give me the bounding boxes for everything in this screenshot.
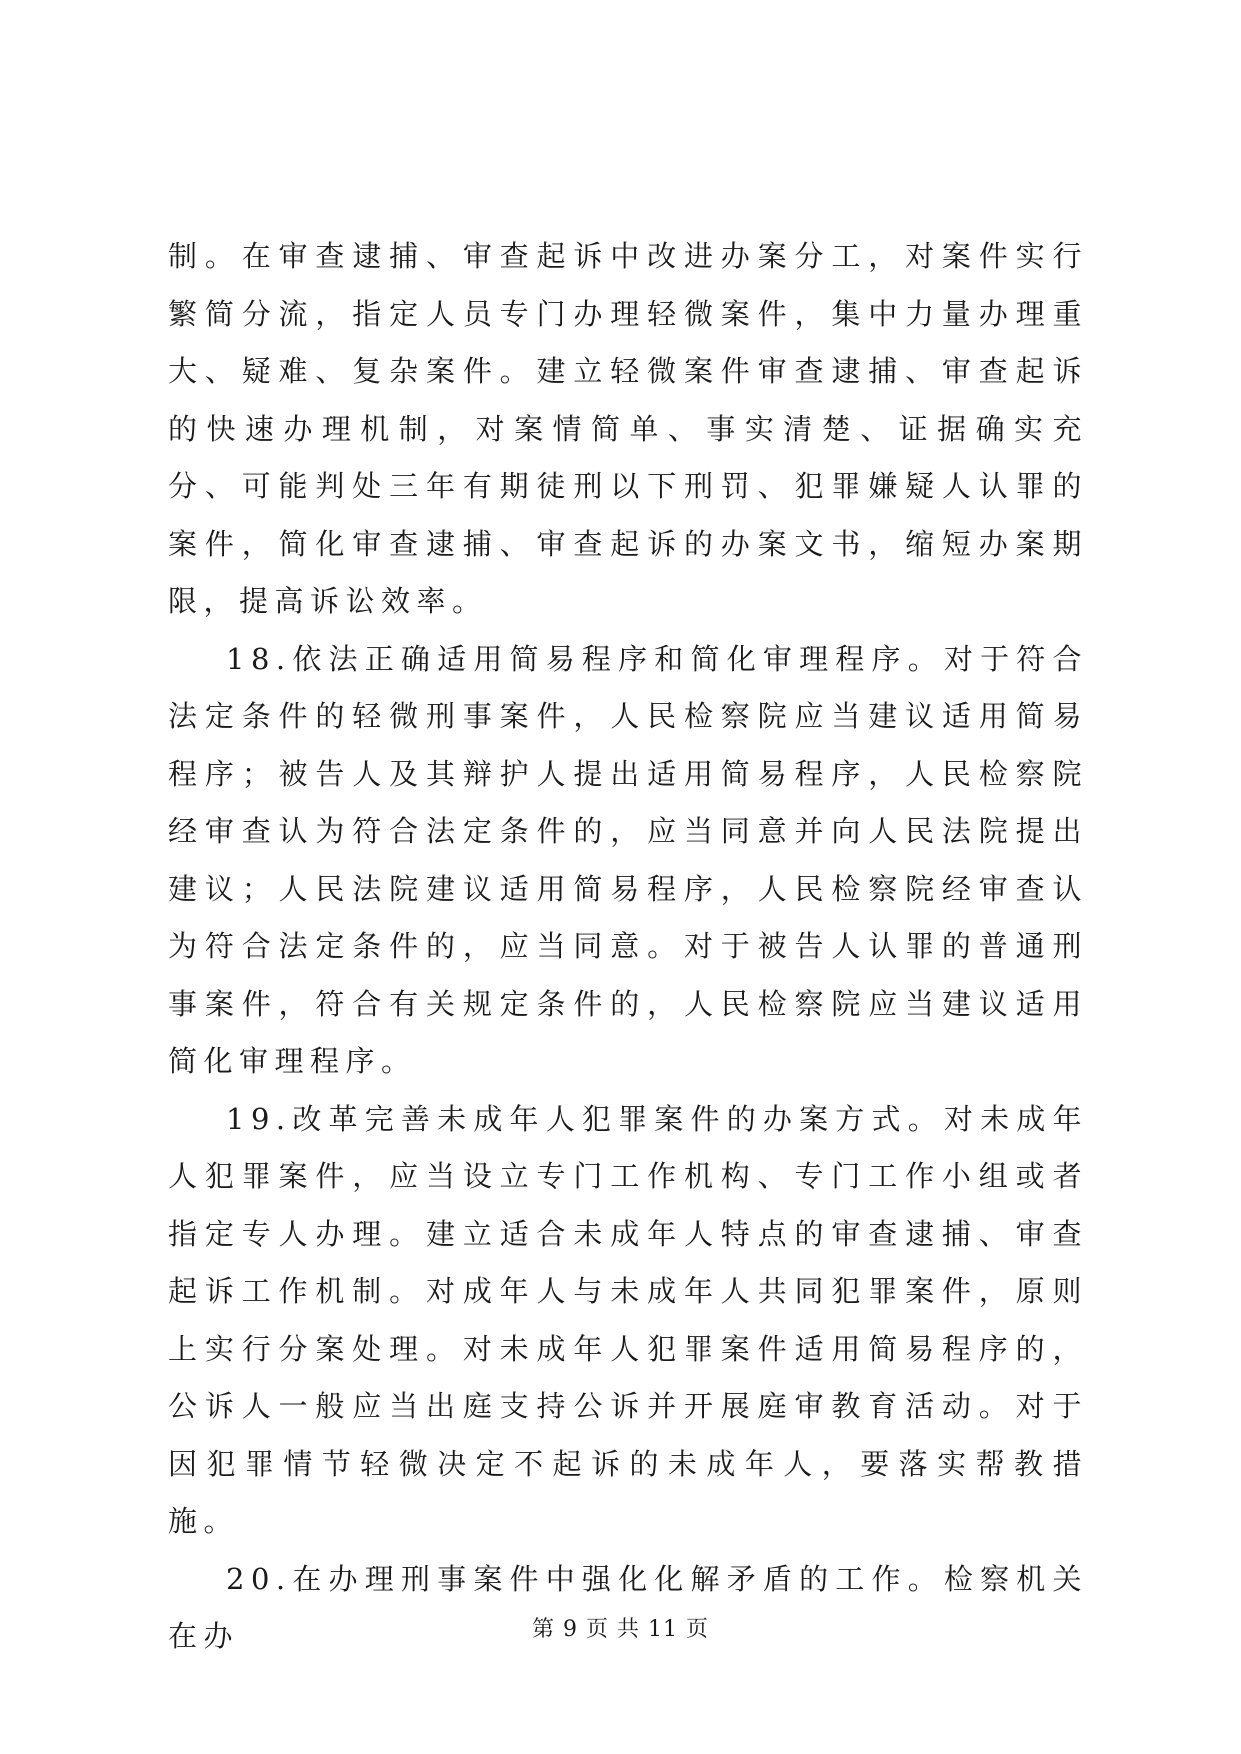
paragraph-item-18: 18.依法正确适用简易程序和简化审理程序。对于符合法定条件的轻微刑事案件，人民检察院应当建议适用简易程序；被告人及其辩护人提出适用简易程序，人民检察院经审查认为符合法定条件的，应当同意并向人民法院提出建议；人民法院建议适用简易程序，人民检察院经审查认为符合法定条件的，应当同意。对于被告人认罪的普通刑事案件，符合有关规定条件的，人民检察院应当建议适用简化审理程序。 xyxy=(168,641,1088,1078)
page-footer xyxy=(0,1612,1241,1643)
paragraph-item-19: 19.改革完善未成年人犯罪案件的办案方式。对未成年人犯罪案件，应当设立专门工作机构、专门工作小组或者指定专人办理。建立适合未成年人特点的审查逮捕、审查起诉工作机制。对成年人与未成年人共同犯罪案件，原则上实行分案处理。对未成年人犯罪案件适用简易程序的，公诉人一般应当出庭支持公诉并开展庭审教育活动。对于因犯罪情节轻微决定不起诉的未成年人，要落实帮教措施。 xyxy=(168,1101,1088,1538)
document-body xyxy=(168,228,1088,1666)
paragraph-continuation: 制。在审查逮捕、审查起诉中改进办案分工，对案件实行繁简分流，指定人员专门办理轻微案件，集中力量办理重大、疑难、复杂案件。建立轻微案件审查逮捕、审查起诉的快速办理机制，对案情简单、事实清楚、证据确实充分、可能判处三年有期徒刑以下刑罚、犯罪嫌疑人认罪的案件，简化审查逮捕、审查起诉的办案文书，缩短办案期限，提高诉讼效率。 xyxy=(168,239,1088,618)
paragraph-item-20: 20.在办理刑事案件中强化化解矛盾的工作。检察机关在办 xyxy=(168,1561,1088,1653)
page-number-indicator: 第 9 页 共 11 页 xyxy=(532,1617,709,1642)
